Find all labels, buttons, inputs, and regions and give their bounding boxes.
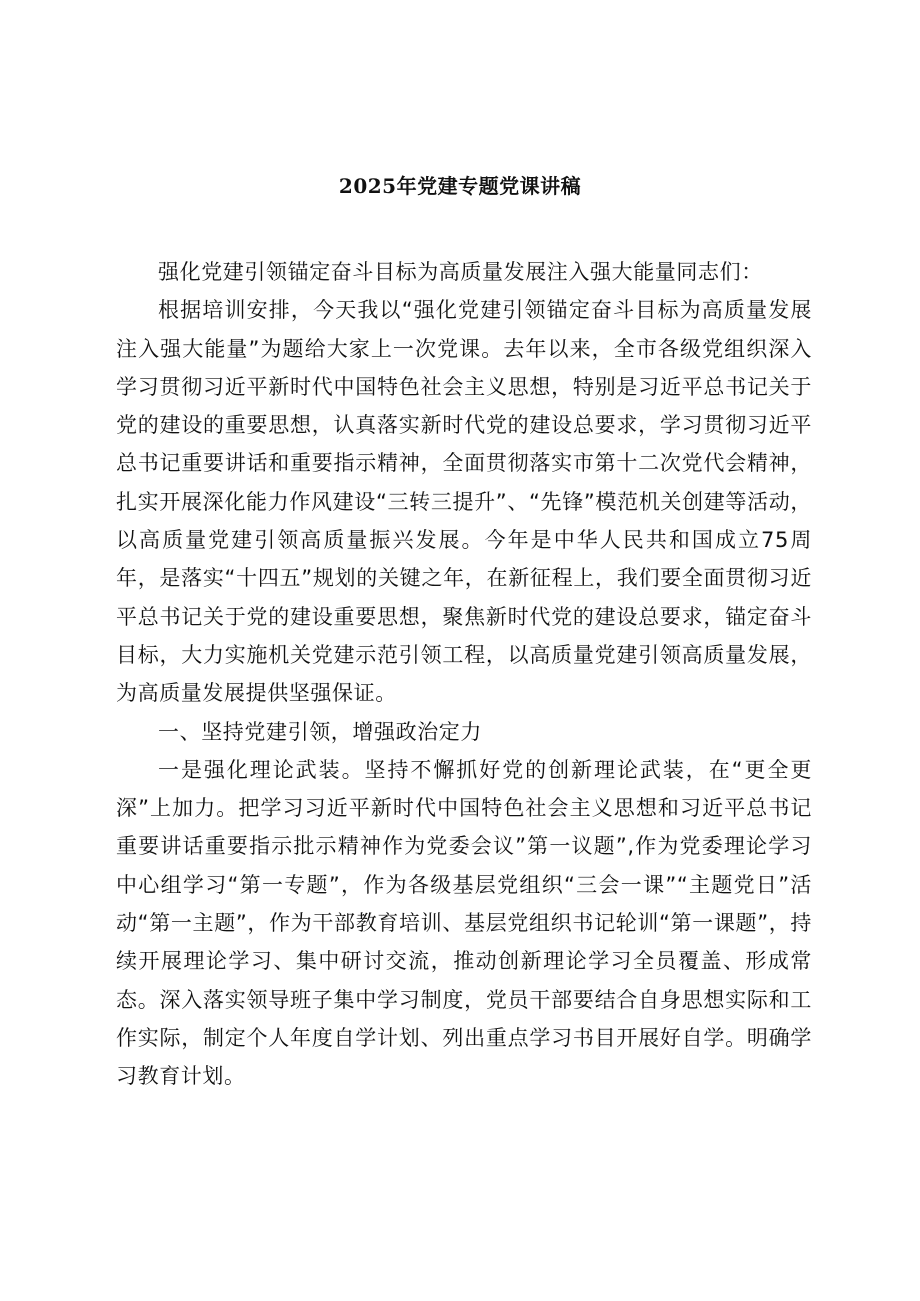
salutation-paragraph: 强化党建引领锚定奋斗目标为高质量发展注入强大能量同志们： <box>158 260 763 284</box>
intro-paragraph: 根据培训安排，今天我以“强化党建引领锚定奋斗目标为高质量发展注入强大能量”为题给大家上一次党课。去年以来，全市各级党组织深入学习贯彻习近平新时代中国特色社会主义思想，特别是习近平总书记关于党的建设的重要思想，认真落实新时代党的建设总要求，学习贯彻习近平总书记重要讲话和重要指示精神，全面贯彻落实市第十二次党代会精神，扎实开展深化能力作风建设“三转三提升”、“先锋”模范机关创建等活动，以高质量党建引领高质量振兴发展。今年是中华人民共和国成立75周年，是落实“十四五”规划的关键之年，在新征程上，我们要全面贯彻习近平总书记关于党的建设重要思想，聚焦新时代党的建设总要求，锚定奋斗目标，大力实施机关党建示范引领工程，以高质量党建引领高质量发展，为高质量发展提供坚强保证。 <box>116 298 812 706</box>
document-title: 2025年党建专题党课讲稿 <box>338 174 582 198</box>
section-heading: 一、坚持党建引领，增强政治定力 <box>158 719 482 744</box>
section-paragraph: 一是强化理论武装。坚持不懈抓好党的创新理论武装，在“更全更深”上加力。把学习习近平新时代中国特色社会主义思想和习近平总书记重要讲话重要指示批示精神作为党委会议”第一议题”,作为党委理论学习中心组学习“第一专题”，作为各级基层党组织“三会一课”“主题党日”活动“第一主题”，作为干部教育培训、基层党组织书记轮训“第一课题”，持续开展理论学习、集中研讨交流，推动创新理论学习全员覆盖、形成常态。深入落实领导班子集中学习制度，党员干部要结合自身思想实际和工作实际，制定个人年度自学计划、列出重点学习书目开展好自学。明确学习教育计划。 <box>116 757 812 1089</box>
document-body <box>116 253 812 1096</box>
